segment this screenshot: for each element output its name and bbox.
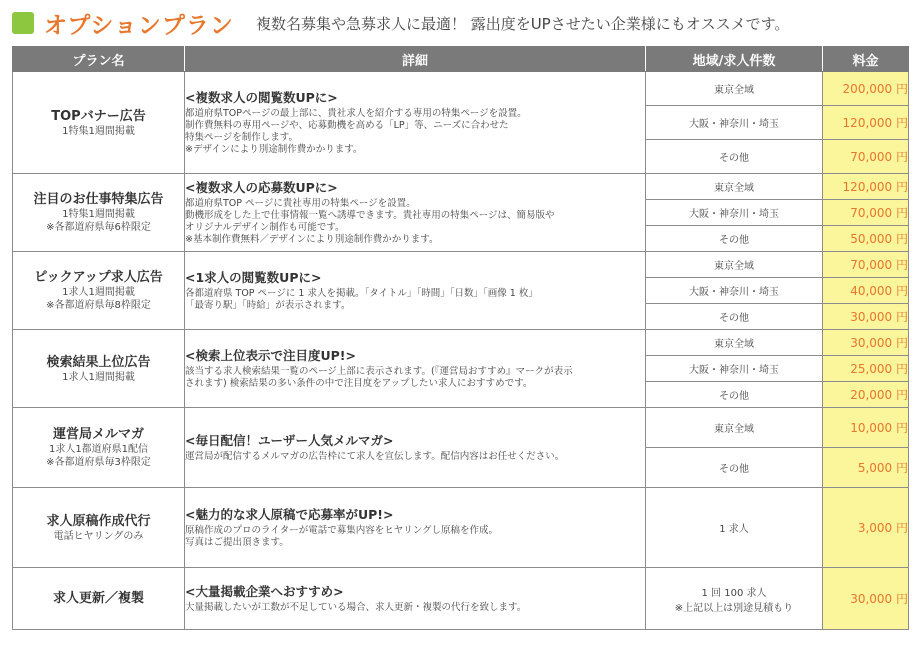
detail-heading: <魅力的な求人原稿で応募率がUP!> [185, 506, 394, 522]
plan-note: 1求人1都道府県1配信 [48, 444, 149, 455]
region-cell [646, 448, 823, 488]
plan-name: TOPバナー広告 [51, 108, 146, 124]
plan-detail-cell [185, 568, 646, 630]
table-row [13, 488, 909, 568]
plan-detail-cell [185, 252, 646, 330]
region-label: 大阪・神奈川・埼玉 [689, 287, 779, 298]
region-cell [646, 278, 823, 304]
detail-heading: <複数求人の応募数UPに> [185, 179, 338, 195]
region-label: 1 求人 [719, 524, 749, 535]
plan-name-cell [13, 488, 185, 568]
price-value: 10,000 円 [823, 408, 909, 448]
detail-description: 該当する求人検索結果一覧のページ上部に表示されます。(『運営局おすすめ』マークが表示 されます) 検索結果の多い条件の中で注目度をアップしたい求人におすすめです。 [185, 365, 573, 389]
detail-description: 大量掲載したいが工数が不足している場合、求人更新・複製の代行を致します。 [185, 601, 527, 613]
region-cell [646, 488, 823, 568]
region-label: その他 [719, 313, 749, 324]
region-label: 東京全域 [714, 261, 754, 272]
region-label: 大阪・神奈川・埼玉 [689, 209, 779, 220]
green-square-icon [12, 12, 34, 34]
region-cell [646, 382, 823, 408]
region-label: 大阪・神奈川・埼玉 [689, 365, 779, 376]
plan-name-cell [13, 252, 185, 330]
detail-description: 都道府県TOP ページに貴社専用の特集ページを設置。 動機形成をした上で仕事情報一覧へ誘導できます。貴社専用の特集ページは、簡易版や オリジナルデザイン制作も可能です。 ※基本制作費無料／デザインにより別途制作費かかります。 [185, 197, 555, 245]
table-header-row [13, 47, 909, 72]
column-header-plan: プラン名 [13, 47, 185, 72]
detail-heading: <複数求人の閲覧数UPに> [185, 89, 338, 105]
detail-description: 原稿作成のプロのライターが電話で募集内容をヒヤリングし原稿を作成。 写真はご提出頂きます。 [185, 524, 499, 548]
plan-note: 1求人1週間掲載 [62, 371, 135, 383]
region-label: 大阪・神奈川・埼玉 [689, 119, 779, 130]
price-value: 70,000 円 [823, 252, 909, 278]
plan-name: 運営局メルマガ [52, 427, 144, 442]
plan-name-cell [13, 330, 185, 408]
detail-heading: <毎日配信！ユーザー人気メルマガ> [185, 432, 394, 448]
column-header-price: 料金 [823, 47, 909, 72]
detail-heading: <大量掲載企業へおすすめ> [185, 583, 344, 599]
price-value: 25,000 円 [823, 356, 909, 382]
table-row [13, 174, 909, 200]
table-row [13, 252, 909, 278]
region-cell [646, 252, 823, 278]
column-header-detail: 詳細 [185, 47, 646, 72]
detail-heading: <検索上位表示で注目度UP!> [185, 347, 356, 363]
detail-description: 運営局が配信するメルマガの広告枠にて求人を宣伝します。配信内容はお任せください。 [185, 450, 565, 462]
column-header-region: 地域/求人件数 [646, 47, 823, 72]
region-cell [646, 200, 823, 226]
page-subtitle: 複数名募集や急募求人に最適！ 露出度をUPさせたい企業様にもオススメです。 [255, 14, 790, 33]
plan-note: ※各都道府県毎3枠限定 [46, 457, 151, 468]
plan-name-cell [13, 174, 185, 252]
price-value: 5,000 円 [823, 448, 909, 488]
table-row [13, 72, 909, 106]
plan-name: 求人原稿作成代行 [46, 513, 151, 529]
plan-detail-cell [185, 408, 646, 488]
region-label: その他 [719, 391, 749, 402]
plan-name-cell [13, 568, 185, 630]
plan-detail-cell [185, 330, 646, 408]
plan-note: ※各都道府県毎6枠限定 [46, 222, 151, 233]
region-cell [646, 226, 823, 252]
region-cell [646, 304, 823, 330]
plan-note: 1特集1週間掲載 [62, 209, 135, 220]
price-value: 20,000 円 [823, 382, 909, 408]
price-value: 30,000 円 [823, 304, 909, 330]
region-cell [646, 330, 823, 356]
region-cell [646, 356, 823, 382]
table-row [13, 568, 909, 630]
detail-heading: <1求人の閲覧数UPに> [185, 269, 322, 285]
price-value: 70,000 円 [823, 200, 909, 226]
region-label: 東京全域 [714, 85, 754, 96]
region-cell [646, 72, 823, 106]
table-body [13, 72, 909, 630]
region-cell [646, 140, 823, 174]
region-cell [646, 408, 823, 448]
plan-name: 求人更新／複製 [52, 591, 144, 606]
plan-name-cell [13, 72, 185, 174]
option-plan-table [12, 46, 909, 630]
page-title: オプションプラン [44, 12, 234, 39]
region-label: 東京全域 [714, 183, 754, 194]
region-label: 東京全域 [714, 424, 754, 435]
title-bar [12, 6, 917, 40]
region-label: 東京全域 [714, 339, 754, 350]
region-label: その他 [719, 235, 749, 246]
region-label: 1 回 100 求人 [701, 587, 767, 599]
plan-detail-cell [185, 72, 646, 174]
plan-note: 1求人1週間掲載 [62, 287, 135, 298]
region-cell [646, 106, 823, 140]
detail-description: 都道府県TOPページの最上部に、貴社求人を紹介する専用の特集ページを設置。 制作費無料の専用ページや、応募動機を高める「LP」等、ニーズに合わせた 特集ページを制作します。 ※デザインにより別途制作費かかります。 [185, 107, 527, 155]
plan-note: 電話ヒヤリングのみ [53, 530, 144, 542]
plan-note: ※各都道府県毎8枠限定 [46, 300, 151, 311]
region-label: その他 [719, 153, 749, 164]
price-value: 120,000 円 [823, 106, 909, 140]
plan-detail-cell [185, 174, 646, 252]
plan-name: 注目のお仕事特集広告 [33, 192, 164, 207]
plan-name: ピックアップ求人広告 [34, 270, 163, 285]
detail-description: 各都道府県 TOP ページに 1 求人を掲載。「タイトル」「時間」「日数」「画像 1 枚」 「最寄り駅」「時給」が表示されます。 [185, 287, 538, 311]
price-value: 3,000 円 [823, 488, 909, 568]
price-value: 50,000 円 [823, 226, 909, 252]
plan-name: 検索結果上位広告 [46, 354, 151, 370]
region-cell [646, 174, 823, 200]
price-value: 40,000 円 [823, 278, 909, 304]
price-value: 70,000 円 [823, 140, 909, 174]
price-value: 30,000 円 [823, 330, 909, 356]
table-row [13, 408, 909, 448]
region-note: ※上記以上は別途見積もり [674, 602, 794, 614]
plan-name-cell [13, 408, 185, 488]
price-value: 200,000 円 [823, 72, 909, 106]
price-value: 120,000 円 [823, 174, 909, 200]
price-value: 30,000 円 [823, 568, 909, 630]
plan-detail-cell [185, 488, 646, 568]
table-row [13, 330, 909, 356]
region-cell [646, 568, 823, 630]
region-label: その他 [719, 464, 749, 475]
plan-note: 1特集1週間掲載 [62, 125, 135, 137]
